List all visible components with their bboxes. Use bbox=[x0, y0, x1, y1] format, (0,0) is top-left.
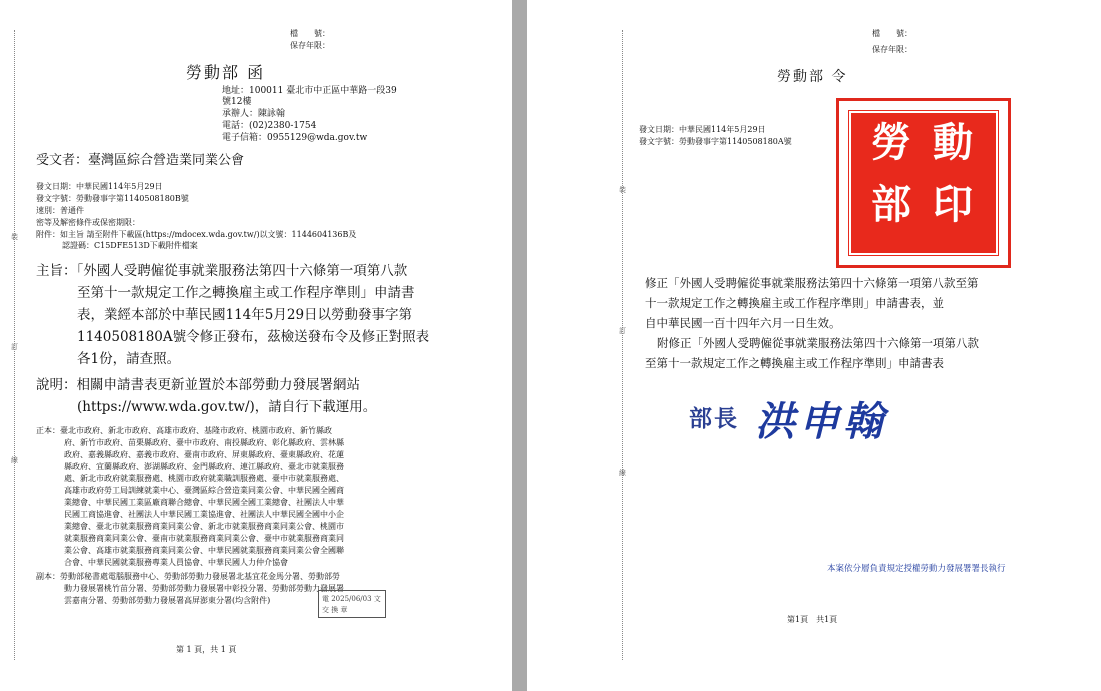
issue-date: 發文日期：中華民國114年5月29日 bbox=[639, 125, 766, 134]
minister-title: 部長 bbox=[689, 405, 739, 432]
cc-line: 合會、中華民國就業服務專業人員協會、中華民國人力仲介協會 bbox=[64, 558, 288, 567]
cc-line: 就業服務商業同業公會、臺南市就業服務商業同業公會、臺中市就業服務商業同 bbox=[64, 534, 344, 543]
secrecy-class: 密等及解密條件或保密期限： bbox=[36, 218, 140, 227]
contact-email: 電子信箱：0955129@wda.gov.tw bbox=[222, 133, 368, 143]
cc-line: 政府、嘉義縣政府、嘉義市政府、臺南市政府、屏東縣政府、臺東縣政府、花蓮 bbox=[64, 450, 344, 459]
cc-line: 處、新北市政府就業服務處、桃園市政府就業職訓服務處、臺中市就業服務處、 bbox=[64, 474, 344, 483]
margin-char-staple: 訂 bbox=[11, 343, 18, 351]
subject-line: 各1份，請查照。 bbox=[77, 351, 181, 367]
copy-line: 動力發展署桃竹苗分署、勞動部勞動力發展署中彰投分署、勞動部勞動力發展署 bbox=[64, 584, 344, 593]
cc-line: 業公會、高雄市就業服務商業同業公會、中華民國就業服務商業同業公會全國聯 bbox=[64, 546, 344, 555]
margin-char-staple: 訂 bbox=[619, 327, 626, 335]
cc-line: 業總會、中華民國工業區廠商聯合總會、中華民國全國工業總會、社團法人中華 bbox=[64, 498, 344, 507]
subject-line: 1140508180A號令修正發布，茲檢送發布令及修正對照表 bbox=[77, 329, 430, 345]
cc-line: 高雄市政府勞工局訓練就業中心、臺灣區綜合營造業同業公會、中華民國全國商 bbox=[64, 486, 344, 495]
issue-date: 發文日期：中華民國114年5月29日 bbox=[36, 182, 163, 191]
cc-line: 正本：臺北市政府、新北市政府、高雄市政府、基隆市政府、桃園市政府、新竹縣政 bbox=[36, 426, 332, 435]
subject-line: 主旨：「外國人受聘僱從事就業服務法第四十六條第一項第八款 bbox=[36, 263, 408, 279]
margin-char-line: 線 bbox=[11, 456, 18, 464]
file-number-label: 檔 號： bbox=[290, 29, 330, 38]
cc-line: 縣政府、宜蘭縣政府、澎湖縣政府、金門縣政府、連江縣政府、臺北市就業服務 bbox=[64, 462, 344, 471]
cc-line: 業總會、臺北市就業服務商業同業公會、新北市就業服務商業同業公會、桃園市 bbox=[64, 522, 344, 531]
document-page-order bbox=[527, 0, 1101, 691]
order-line: 自中華民國一百十四年六月一日生效。 bbox=[645, 316, 841, 330]
letter-title: 勞動部 函 bbox=[186, 63, 266, 82]
order-line: 至第十一款規定工作之轉換雇主或工作程序準則」申請書表 bbox=[645, 356, 944, 370]
seal-char: 勞 bbox=[871, 119, 911, 166]
margin-char-bind: 裝 bbox=[619, 186, 626, 194]
cc-line: 府、新竹市政府、苗栗縣政府、臺中市政府、南投縣政府、彰化縣政府、雲林縣 bbox=[64, 438, 344, 447]
cc-line: 民國工商協進會、社團法人中華民國工業協進會、社團法人中華民國全國中小企 bbox=[64, 510, 344, 519]
copy-line: 副本：勞動部秘書處電腦服務中心、勞動部勞動力發展署北基宜花金馬分署、勞動部勞 bbox=[36, 572, 340, 581]
margin-char-bind: 裝 bbox=[11, 233, 18, 241]
subject-line: 至第十一款規定工作之轉換雇主或工作程序準則」申請書 bbox=[77, 285, 415, 301]
seal-char: 動 bbox=[933, 119, 973, 166]
document-number: 發文字號：勞動發事字第1140508180A號 bbox=[639, 137, 792, 146]
delegation-note: 本案依分層負責規定授權勞動力發展署署長執行 bbox=[827, 564, 1006, 574]
order-line: 附修正「外國人受聘僱從事就業服務法第四十六條第一項第八款 bbox=[657, 336, 979, 350]
explanation-line: 說明：相關申請書表更新並置於本部勞動力發展署網站 bbox=[36, 377, 360, 393]
explanation-line: (https://www.wda.gov.tw/)，請自行下載運用。 bbox=[77, 399, 377, 415]
retention-label: 保存年限： bbox=[872, 45, 912, 54]
recipient: 受文者：臺灣區綜合營造業同業公會 bbox=[36, 153, 245, 168]
file-number-label: 檔 號： bbox=[872, 29, 912, 38]
page-number: 第1頁 共1頁 bbox=[787, 615, 838, 624]
order-line: 修正「外國人受聘僱從事就業服務法第四十六條第一項第八款至第 bbox=[645, 276, 979, 290]
margin-char-line: 線 bbox=[619, 469, 626, 477]
attachment-line-1: 附件：如主旨 請至附件下載區(https://mdocex.wda.gov.tw/)以文號：1144604136B及 bbox=[36, 230, 357, 239]
attachment-line-2: 認證碼：C15DFE513D下載附件檔案 bbox=[62, 241, 198, 250]
page-number: 第 1 頁，共 1 頁 bbox=[176, 645, 237, 654]
seal-char: 印 bbox=[933, 181, 973, 228]
seal-char: 部 bbox=[871, 181, 911, 228]
stamp-text-2: 交 換 章 bbox=[322, 606, 348, 614]
copy-line: 雲嘉南分署、勞動部勞動力發展署高屏澎東分署(均含附件) bbox=[64, 596, 271, 605]
minister-signature: 洪申翰 bbox=[755, 398, 887, 445]
order-title: 勞動部 令 bbox=[777, 69, 848, 85]
subject-line: 表，業經本部於中華民國114年5月29日以勞動發事字第 bbox=[77, 307, 413, 323]
retention-label: 保存年限： bbox=[290, 41, 330, 50]
binding-line bbox=[622, 30, 623, 660]
address-line-1: 地址：100011 臺北市中正區中華路一段39 bbox=[222, 86, 397, 96]
order-line: 十一款規定工作之轉換雇主或工作程序準則」申請書表，並 bbox=[645, 296, 944, 310]
address-line-2: 號12樓 bbox=[222, 97, 252, 107]
contact-phone: 電話：(02)2380-1754 bbox=[222, 121, 317, 131]
document-page-letter bbox=[0, 0, 512, 691]
stamp-text: 電 2025/06/03 文 bbox=[322, 595, 381, 603]
document-number: 發文字號：勞動發事字第1140508180B號 bbox=[36, 194, 189, 203]
contact-person: 承辦人：陳詠翰 bbox=[222, 109, 286, 119]
exchange-stamp bbox=[318, 590, 386, 618]
speed-class: 速別：普通件 bbox=[36, 206, 84, 215]
ministry-seal bbox=[836, 98, 1011, 268]
